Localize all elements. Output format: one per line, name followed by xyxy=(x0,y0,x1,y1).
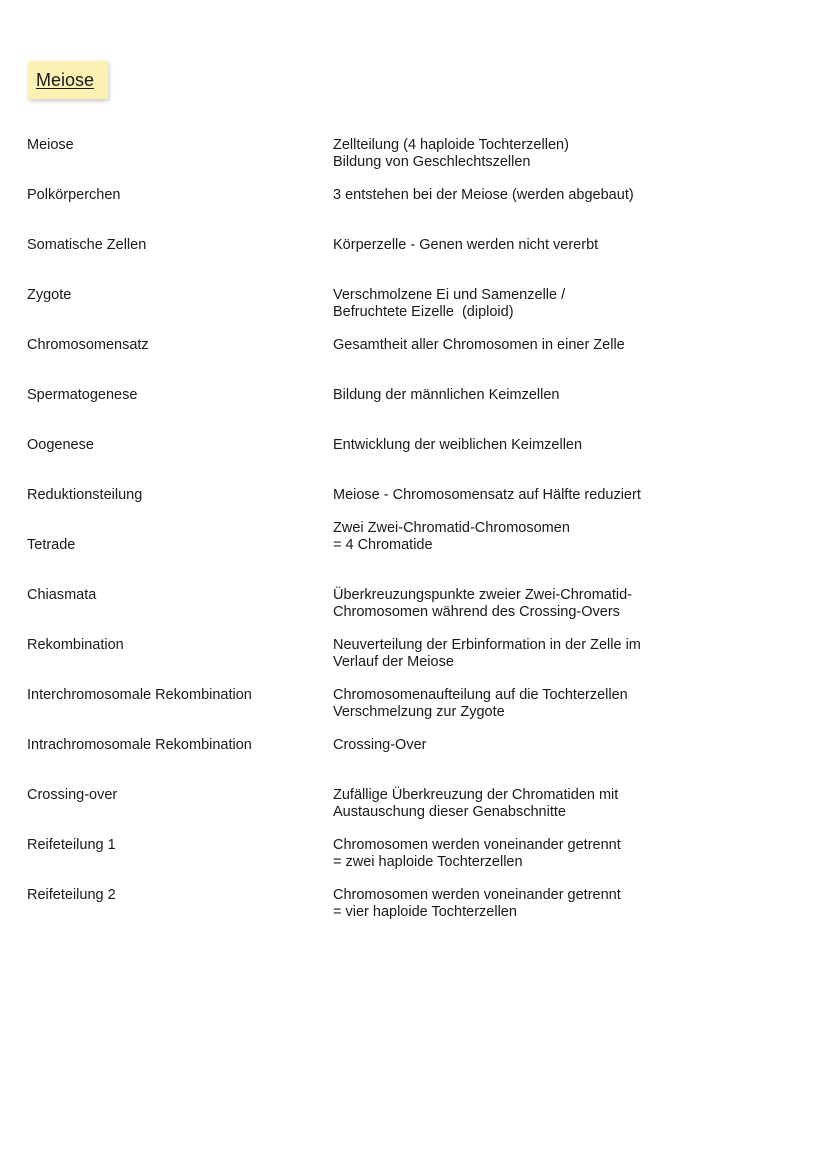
glossary-definition xyxy=(333,520,783,554)
glossary-row xyxy=(27,687,787,737)
glossary-definition xyxy=(333,387,783,404)
glossary-term: Meiose xyxy=(27,137,74,153)
glossary-term: Crossing-over xyxy=(27,787,118,803)
definition-line: Bildung von Geschlechtszellen xyxy=(333,154,531,170)
glossary-definition xyxy=(333,837,783,871)
glossary-term: Polkörperchen xyxy=(27,187,121,203)
definition-line: Überkreuzungspunkte zweier Zwei-Chromatid- xyxy=(333,587,632,603)
glossary-definition xyxy=(333,187,783,204)
definition-line: = 4 Chromatide xyxy=(333,537,433,553)
glossary-term: Intrachromosomale Rekombination xyxy=(27,737,252,753)
glossary-definition xyxy=(333,887,783,921)
glossary-row xyxy=(27,187,787,237)
definition-line: 3 entstehen bei der Meiose (werden abgebaut) xyxy=(333,187,634,203)
glossary-definition xyxy=(333,337,783,354)
page-title: Meiose xyxy=(36,69,95,90)
glossary-term: Interchromosomale Rekombination xyxy=(27,687,252,703)
glossary-row xyxy=(27,387,787,437)
glossary-term: Reifeteilung 1 xyxy=(27,837,116,853)
definition-line: Zwei Zwei-Chromatid-Chromosomen xyxy=(333,520,570,536)
glossary-row xyxy=(27,287,787,337)
definition-line: Zufällige Überkreuzung der Chromatiden mit xyxy=(333,787,619,803)
glossary-term: Oogenese xyxy=(27,437,94,453)
definition-line: Chromosomen werden voneinander getrennt xyxy=(333,837,621,853)
glossary-definition xyxy=(333,137,783,171)
definition-line: = vier haploide Tochterzellen xyxy=(333,904,517,920)
definition-line: Entwicklung der weiblichen Keimzellen xyxy=(333,437,583,453)
definition-line: Verlauf der Meiose xyxy=(333,654,454,670)
definition-line: Meiose - Chromosomensatz auf Hälfte reduziert xyxy=(333,487,641,503)
glossary-row xyxy=(27,637,787,687)
glossary-row xyxy=(27,437,787,487)
glossary-term: Rekombination xyxy=(27,637,124,653)
glossary-list xyxy=(27,137,787,937)
definition-line: Körperzelle - Genen werden nicht vererbt xyxy=(333,237,599,253)
definition-line: Gesamtheit aller Chromosomen in einer Zelle xyxy=(333,337,625,353)
glossary-definition xyxy=(333,687,783,721)
glossary-term: Reifeteilung 2 xyxy=(27,887,116,903)
glossary-row xyxy=(27,520,787,570)
glossary-term: Zygote xyxy=(27,287,72,303)
glossary-definition xyxy=(333,637,783,671)
glossary-row xyxy=(27,137,787,187)
definition-line: Austauschung dieser Genabschnitte xyxy=(333,804,566,820)
glossary-term: Chiasmata xyxy=(27,587,97,603)
definition-line: Verschmolzene Ei und Samenzelle / xyxy=(333,287,566,303)
definition-line: Bildung der männlichen Keimzellen xyxy=(333,387,560,403)
glossary-row xyxy=(27,337,787,387)
glossary-term: Chromosomensatz xyxy=(27,337,149,353)
definition-line: Chromosomenaufteilung auf die Tochterzellen xyxy=(333,687,628,703)
glossary-row xyxy=(27,237,787,287)
glossary-row xyxy=(27,837,787,887)
glossary-definition xyxy=(333,587,783,621)
glossary-definition xyxy=(333,287,783,321)
glossary-row xyxy=(27,587,787,637)
definition-line: Chromosomen während des Crossing-Overs xyxy=(333,604,620,620)
definition-line: = zwei haploide Tochterzellen xyxy=(333,854,523,870)
glossary-definition xyxy=(333,487,783,504)
glossary-row xyxy=(27,787,787,837)
definition-line: Crossing-Over xyxy=(333,737,427,753)
definition-line: Zellteilung (4 haploide Tochterzellen) xyxy=(333,137,569,153)
definition-line: Befruchtete Eizelle (diploid) xyxy=(333,304,514,320)
glossary-term: Somatische Zellen xyxy=(27,237,147,253)
definition-line: Neuverteilung der Erbinformation in der Zelle im xyxy=(333,637,641,653)
glossary-term: Spermatogenese xyxy=(27,387,138,403)
definition-line: Verschmelzung zur Zygote xyxy=(333,704,505,720)
glossary-definition xyxy=(333,787,783,821)
glossary-term: Reduktionsteilung xyxy=(27,487,143,503)
glossary-row xyxy=(27,887,787,937)
glossary-definition xyxy=(333,237,783,254)
glossary-row xyxy=(27,737,787,787)
glossary-term: Tetrade xyxy=(27,537,76,553)
definition-line: Chromosomen werden voneinander getrennt xyxy=(333,887,621,903)
glossary-definition xyxy=(333,737,783,754)
title-sticky-note xyxy=(28,61,108,99)
glossary-definition xyxy=(333,437,783,454)
